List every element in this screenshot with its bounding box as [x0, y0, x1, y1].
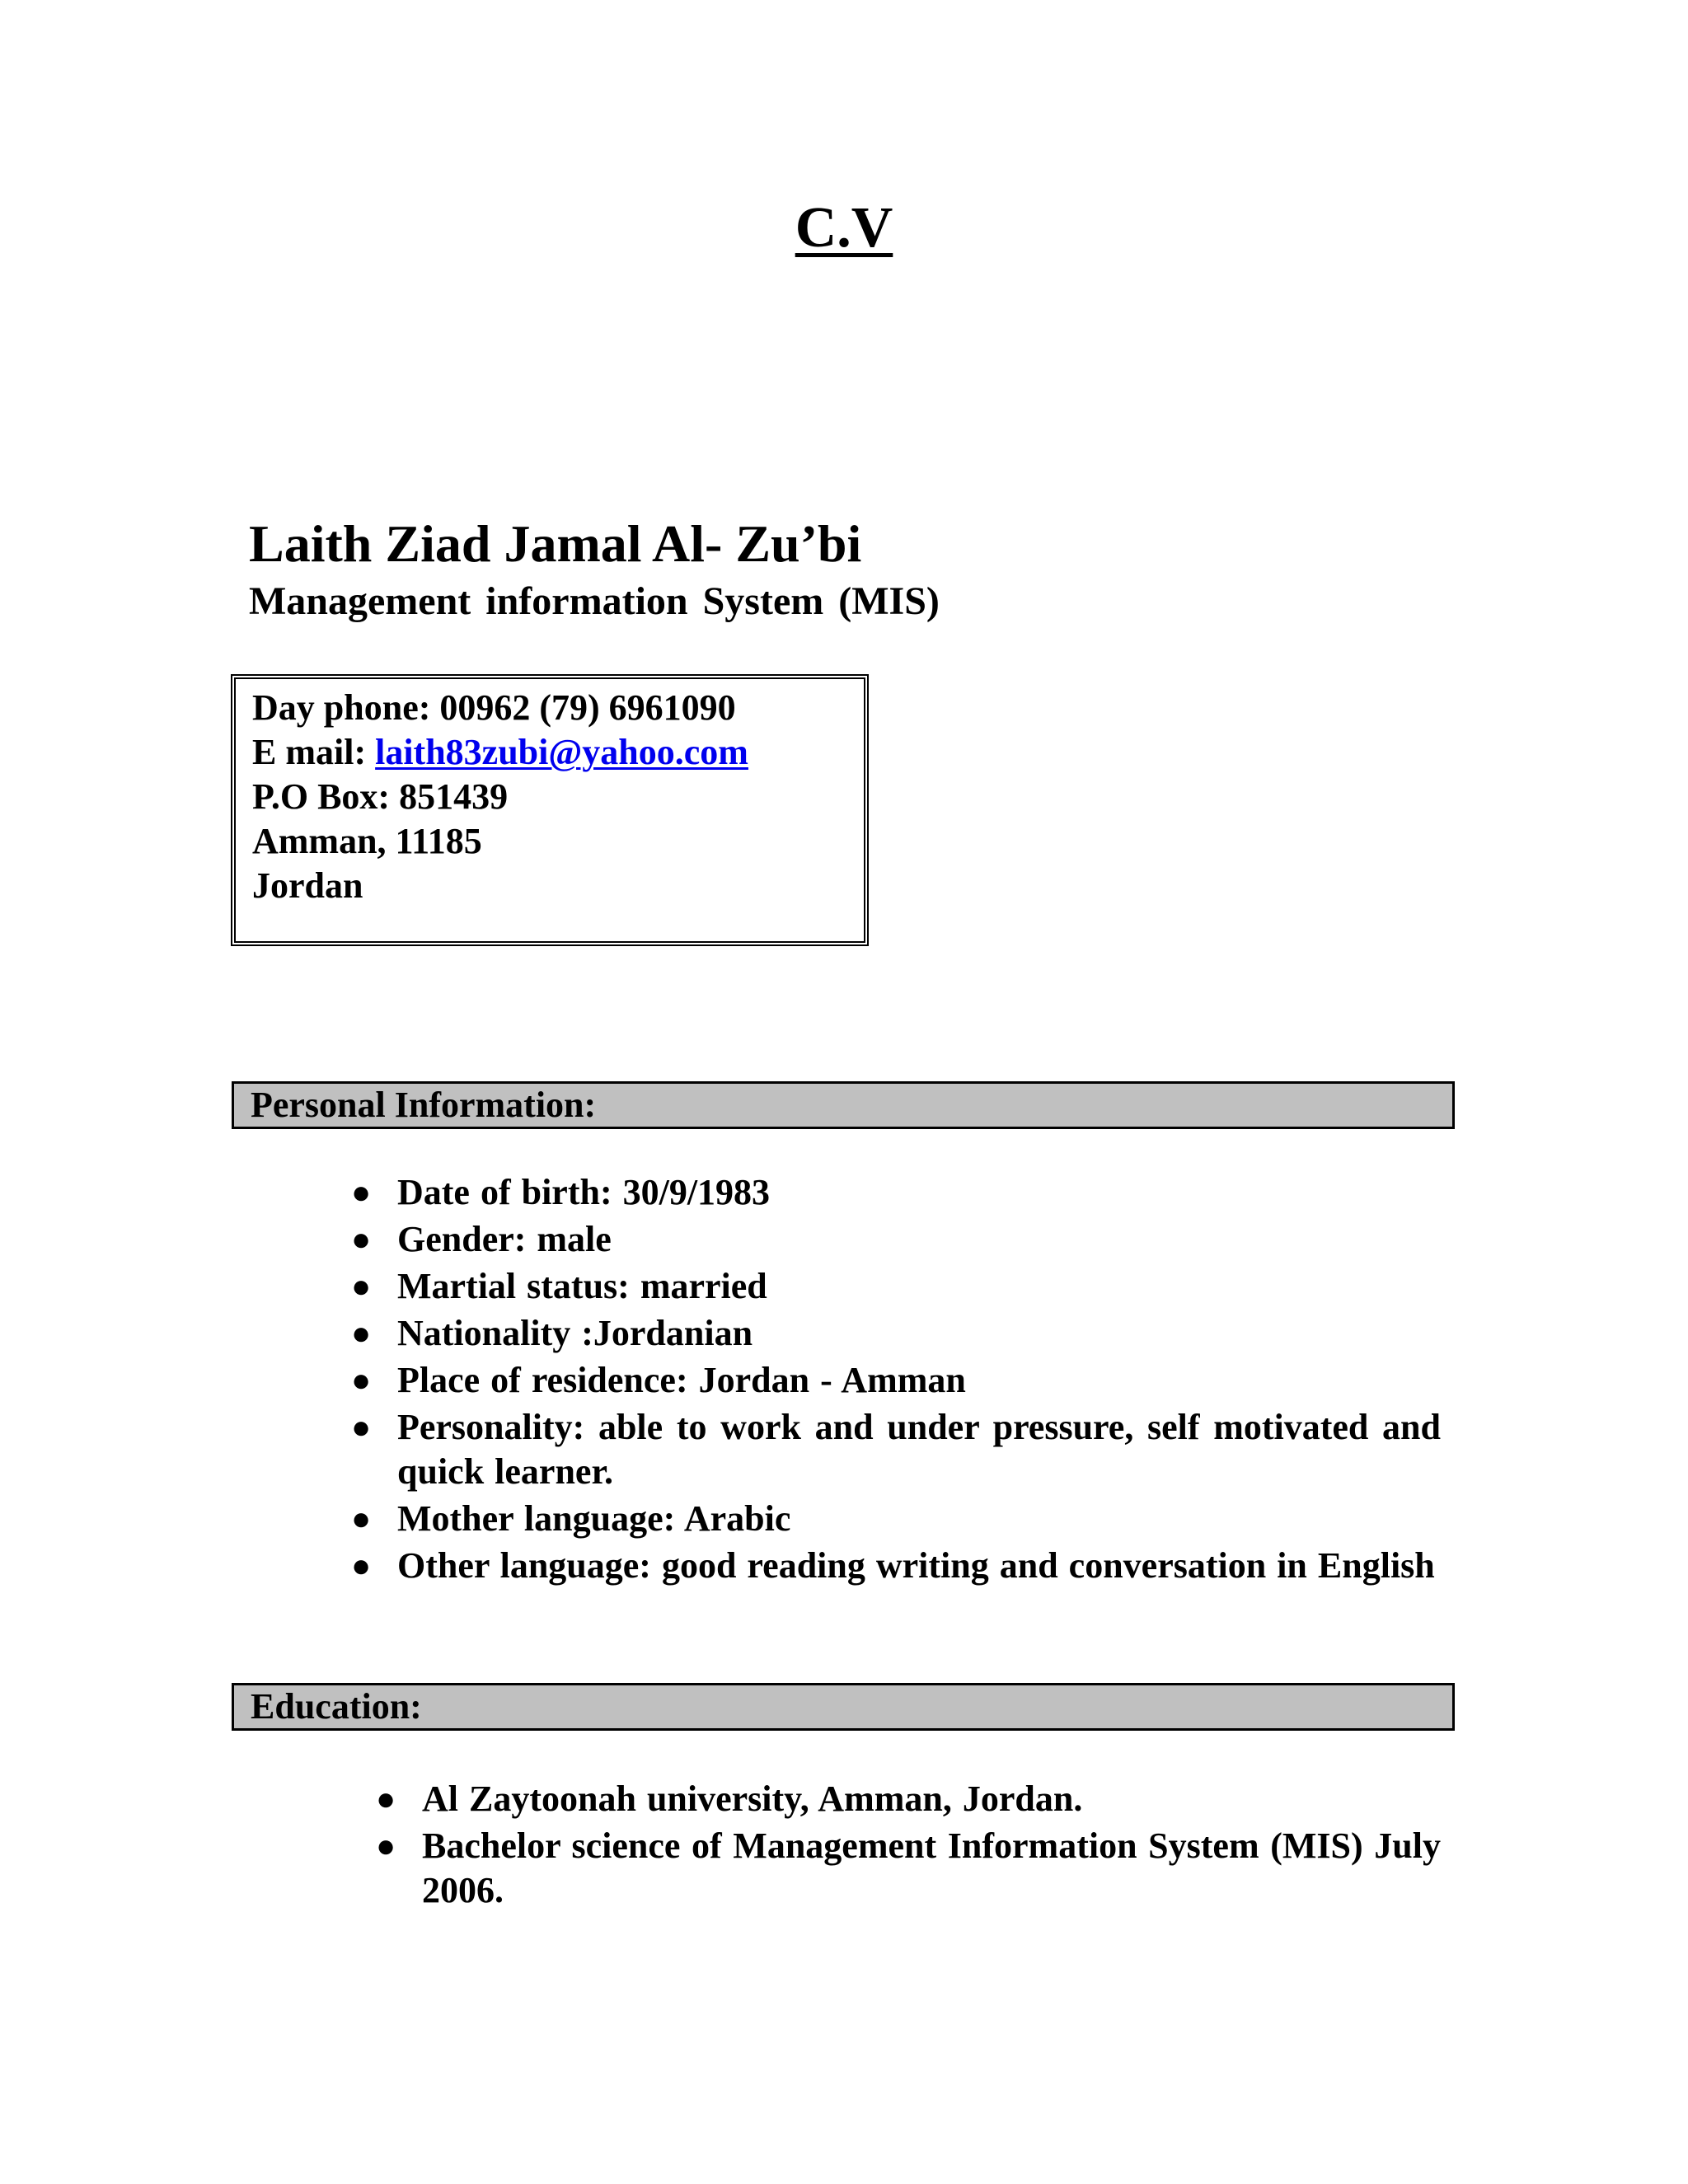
document-title: C.V: [795, 196, 893, 260]
list-item-text: Place of residence: Jordan - Amman: [397, 1360, 966, 1400]
contact-po-box: P.O Box: 851439: [252, 776, 509, 817]
bullet-icon: ●: [376, 1780, 396, 1817]
bullet-icon: ●: [351, 1221, 372, 1258]
bullet-icon: ●: [351, 1500, 372, 1537]
list-item: [351, 1311, 1441, 1356]
contact-email-label: E mail:: [252, 732, 376, 772]
contact-phone: Day phone: 00962 (79) 6961090: [252, 687, 736, 728]
bullet-icon: ●: [351, 1361, 372, 1399]
list-item-text: Nationality :Jordanian: [397, 1313, 753, 1353]
list-item: [351, 1264, 1441, 1309]
candidate-field: Management information System (MIS): [249, 579, 940, 623]
bullet-icon: ●: [351, 1315, 372, 1352]
list-item: [351, 1497, 1441, 1541]
education-list: [376, 1777, 1441, 1915]
bullet-icon: ●: [351, 1268, 372, 1305]
list-item-text: Mother language: Arabic: [397, 1498, 791, 1539]
candidate-name: Laith Ziad Jamal Al- Zu’bi: [249, 514, 862, 573]
list-item: [376, 1824, 1441, 1913]
section-heading-personal: Personal Information:: [232, 1081, 1455, 1129]
list-item: [351, 1544, 1441, 1588]
list-item-text: Other language: good reading writing and conversation in English: [397, 1545, 1435, 1586]
list-item-text: Bachelor science of Management Information System (MIS) July 2006.: [422, 1825, 1441, 1910]
list-item-text: Personality: able to work and under pressure, self motivated and quick learner.: [397, 1407, 1441, 1492]
list-item: [351, 1358, 1441, 1403]
list-item: [376, 1777, 1441, 1821]
list-item: [351, 1170, 1441, 1215]
list-item: [351, 1217, 1441, 1262]
bullet-icon: ●: [376, 1827, 396, 1864]
contact-city: Amman, 11185: [252, 821, 482, 861]
list-item-text: Gender: male: [397, 1219, 612, 1259]
list-item-text: Date of birth: 30/9/1983: [397, 1172, 771, 1212]
bullet-icon: ●: [351, 1547, 372, 1584]
list-item-text: Al Zaytoonah university, Amman, Jordan.: [422, 1779, 1083, 1819]
list-item-text: Martial status: married: [397, 1266, 767, 1306]
bullet-icon: ●: [351, 1174, 372, 1211]
section-heading-education: Education:: [232, 1683, 1455, 1731]
contact-email-line: [252, 730, 864, 775]
bullet-icon: ●: [351, 1408, 372, 1446]
personal-info-list: [351, 1170, 1441, 1591]
contact-country: Jordan: [252, 865, 363, 906]
email-link[interactable]: laith83zubi@yahoo.com: [375, 732, 748, 772]
list-item: [351, 1405, 1441, 1494]
contact-box: [231, 674, 869, 946]
